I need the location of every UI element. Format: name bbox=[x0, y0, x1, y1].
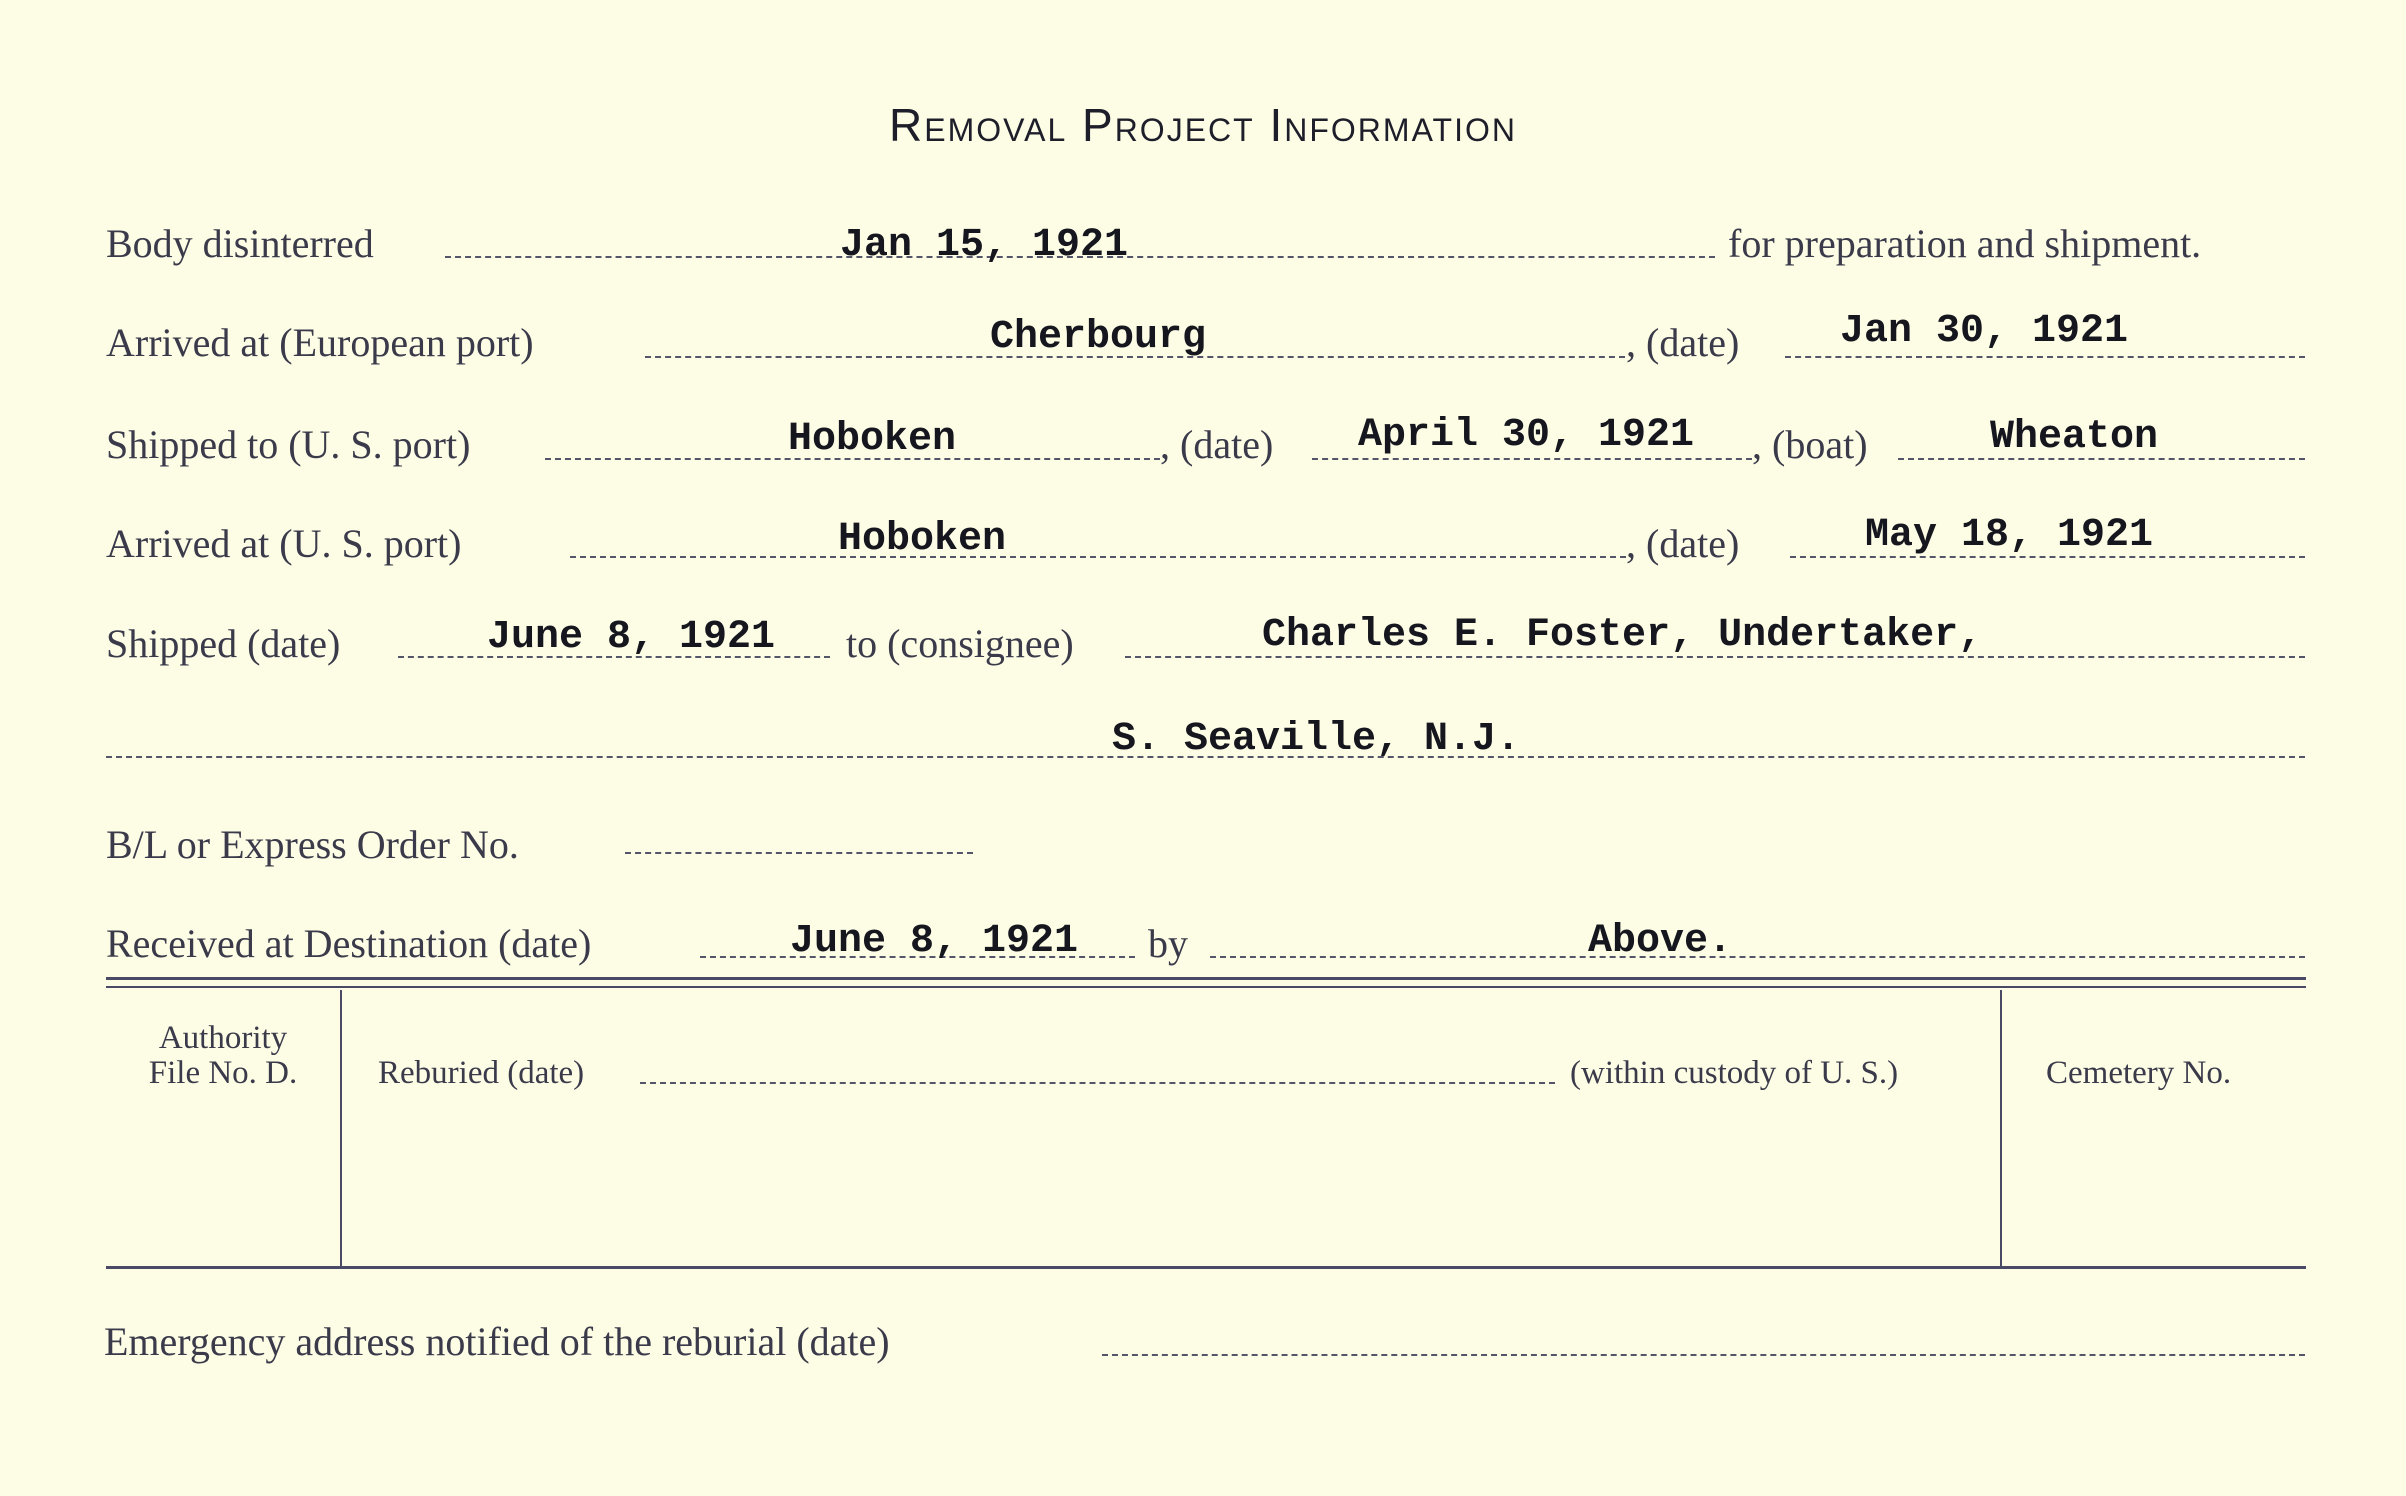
form-title: Removal Project Information bbox=[889, 99, 1517, 151]
european-port-date-value[interactable]: Jan 30, 1921 bbox=[1840, 309, 2129, 354]
box-top-rule-inner bbox=[106, 986, 2306, 988]
european-port-date-line bbox=[1785, 356, 2305, 358]
boat-label: , (boat) bbox=[1752, 422, 1868, 467]
body-disinterred-label: Body disinterred bbox=[106, 221, 374, 266]
authority-label: Authority bbox=[158, 1020, 288, 1056]
arrived-us-port-date-label: , (date) bbox=[1626, 521, 1740, 566]
arrived-us-port-date-value[interactable]: May 18, 1921 bbox=[1865, 513, 2154, 558]
box-divider-left bbox=[340, 990, 342, 1266]
reburied-line bbox=[640, 1082, 1555, 1084]
reburied-label: Reburied (date) bbox=[378, 1055, 585, 1091]
bl-order-line bbox=[625, 852, 973, 854]
shipped-us-port-date-line bbox=[1312, 458, 1752, 460]
preparation-shipment-label: for preparation and shipment. bbox=[1728, 221, 2202, 266]
received-date-value[interactable]: June 8, 1921 bbox=[790, 919, 1079, 964]
received-by-label: by bbox=[1148, 921, 1188, 966]
custody-label: (within custody of U. S.) bbox=[1570, 1055, 1899, 1091]
european-port-label: Arrived at (European port) bbox=[106, 320, 534, 365]
consignee-value[interactable]: Charles E. Foster, Undertaker, bbox=[1262, 613, 1983, 658]
arrived-us-port-value[interactable]: Hoboken bbox=[838, 517, 1007, 562]
consignee-label: to (consignee) bbox=[846, 621, 1074, 666]
shipped-us-port-date-label: , (date) bbox=[1160, 422, 1274, 467]
received-by-value[interactable]: Above. bbox=[1588, 919, 1733, 964]
received-date-label: Received at Destination (date) bbox=[106, 921, 592, 966]
cemetery-label: Cemetery No. bbox=[2046, 1055, 2232, 1091]
authority-file-label: File No. D. bbox=[148, 1055, 298, 1091]
box-divider-right bbox=[2000, 990, 2002, 1266]
shipped-us-port-value[interactable]: Hoboken bbox=[788, 417, 957, 462]
european-port-date-label: , (date) bbox=[1626, 320, 1740, 365]
boat-value[interactable]: Wheaton bbox=[1990, 415, 2159, 460]
emergency-label: Emergency address notified of the reburial (date) bbox=[104, 1319, 890, 1364]
box-bottom-rule bbox=[106, 1266, 2306, 1269]
shipped-us-port-label: Shipped to (U. S. port) bbox=[106, 422, 471, 467]
arrived-us-port-line bbox=[570, 556, 1626, 558]
shipped-date-value[interactable]: June 8, 1921 bbox=[487, 615, 776, 660]
european-port-value[interactable]: Cherbourg bbox=[990, 315, 1207, 360]
bl-order-label: B/L or Express Order No. bbox=[106, 822, 519, 867]
emergency-line bbox=[1102, 1354, 2305, 1356]
shipped-us-port-date-value[interactable]: April 30, 1921 bbox=[1358, 413, 1695, 458]
received-by-line bbox=[1210, 956, 2305, 958]
shipped-date-label: Shipped (date) bbox=[106, 621, 341, 666]
body-disinterred-value[interactable]: Jan 15, 1921 bbox=[840, 223, 1129, 268]
box-top-rule bbox=[106, 977, 2306, 980]
consignee-address-value[interactable]: S. Seaville, N.J. bbox=[1112, 717, 1521, 762]
arrived-us-port-label: Arrived at (U. S. port) bbox=[106, 521, 462, 566]
